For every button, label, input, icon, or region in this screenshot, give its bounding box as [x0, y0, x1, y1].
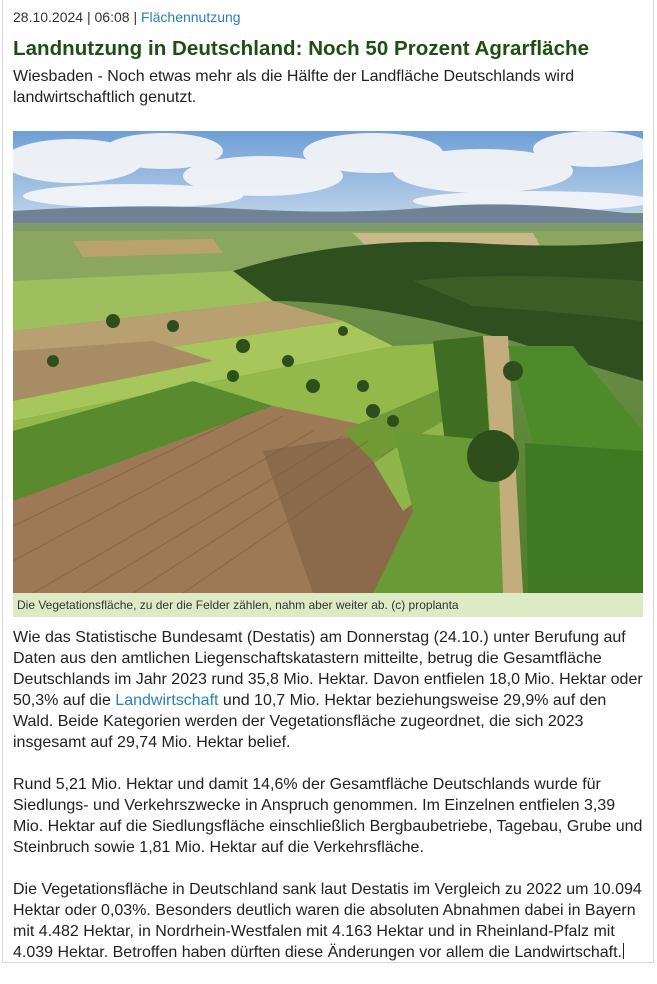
article-lead: Wiesbaden - Noch etwas mehr als die Hälfte der Landfläche Deutschlands wird landwirtschaftlich genutzt.	[13, 68, 575, 106]
meta-separator: |	[86, 9, 91, 25]
paragraph-2: Rund 5,21 Mio. Hektar und damit 14,6% der Gesamtfläche Deutschlands wurde für Siedlungs- und Verkehrszwecke in Anspruch genommen. Im Einzelnen entfielen 3,39 Mio. Hektar auf die Siedlungsfläche einschließlich Bergbaubetriebe, Tagebau, Grube und Steinbruch sowie 1,81 Mio. Hektar auf die Verkehrsfläche.	[13, 776, 643, 856]
text-cursor	[623, 943, 624, 959]
category-link[interactable]: Flächennutzung	[140, 9, 241, 25]
image-caption: Die Vegetationsfläche, zu der die Felder zählen, nahm aber weiter ab. (c) proplanta	[13, 593, 643, 617]
article	[13, 0, 645, 961]
landwirtschaft-link[interactable]: Landwirtschaft	[115, 692, 219, 709]
paragraph-1-text-b: und 10,7 Mio. Hektar beziehungsweise 29,9% auf den Wald. Beide Kategorien werden der Vegetationsfläche zugeordnet, die sich 2023 insgesamt auf 29,74 Mio. Hektar belief.	[13, 692, 607, 751]
article-body	[13, 627, 645, 984]
article-date: 28.10.2024	[13, 9, 84, 25]
article-time: 06:08	[94, 9, 130, 25]
paragraph-3	[13, 879, 645, 963]
article-meta	[13, 9, 645, 26]
paragraph-3-text: Die Vegetationsfläche in Deutschland sank laut Destatis im Vergleich zu 2022 um 10.094 Hektar oder 0,03%. Besonders deutlich waren die absoluten Abnahmen dabei in Bayern mit 4.482 Hektar, in Nordrhein-Westfalen mit 4.163 Hektar und in Rheinland-Pfalz mit 4.039 Hektar. Betroffen haben dürften diese Änderungen vor allem die Landwirtschaft.	[13, 881, 642, 961]
landscape-photo	[13, 131, 643, 593]
article-title: Landnutzung in Deutschland: Noch 50 Prozent Agrarfläche	[13, 37, 590, 60]
paragraph-1-text-a: Wie das Statistische Bundesamt (Destatis) am Donnerstag (24.10.) unter Berufung auf Daten aus den amtlichen Liegenschaftskatastern mitteilte, betrug die Gesamtfläche Deutschlands im Jahr 2023 rund 35,8 Mio. Hektar. Davon entfielen 18,0 Mio. Hektar oder 50,3% auf die	[13, 629, 643, 709]
paragraph-1	[13, 627, 645, 753]
article-figure	[13, 131, 643, 617]
meta-separator: |	[133, 9, 138, 25]
